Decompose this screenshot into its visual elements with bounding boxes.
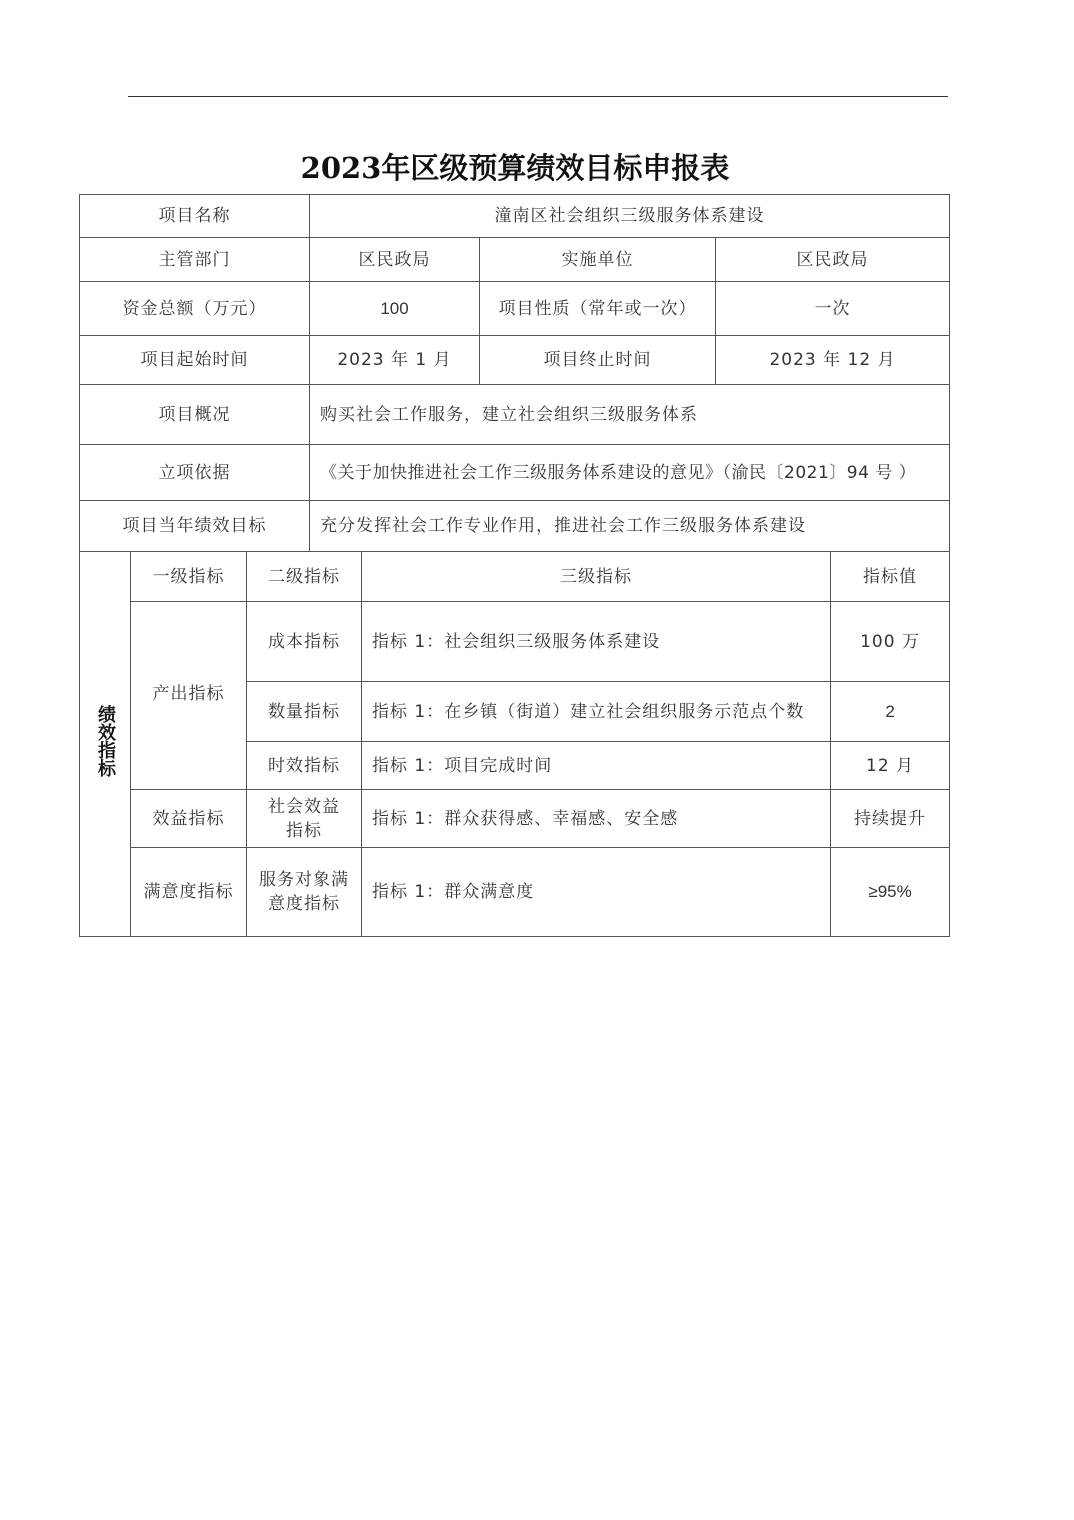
fund-label: 资金总额（万元） [80,282,310,336]
table-row [80,790,950,848]
end-value: 2023 年 12 月 [716,336,950,385]
end-label: 项目终止时间 [480,336,716,385]
unit-value: 区民政局 [716,238,950,282]
level2-cell [247,790,362,848]
header-level2: 二级指标 [247,552,362,602]
table-row [80,336,950,385]
level2-cell [247,848,362,937]
table-row [80,195,950,238]
budget-performance-table [79,194,950,937]
unit-label: 实施单位 [480,238,716,282]
section-label: 绩效指标 [95,704,116,777]
level2-cell: 成本指标 [247,602,362,682]
level3-cell: 指标 1：群众获得感、幸福感、安全感 [362,790,831,848]
basis-value: 《关于加快推进社会工作三级服务体系建设的意见》（渝民〔2021〕94 号 ） [310,445,950,501]
satisfaction-indicator-label: 满意度指标 [131,848,247,937]
value-cell: ≥95% [831,848,950,937]
goal-label: 项目当年绩效目标 [80,501,310,552]
dept-value: 区民政局 [310,238,480,282]
table-row [80,385,950,445]
table-row [80,848,950,937]
value-cell: 2 [831,682,950,742]
table-row [80,602,950,682]
performance-indicators-section [80,552,131,937]
benefit-indicator-label: 效益指标 [131,790,247,848]
table-row [80,501,950,552]
overview-value: 购买社会工作服务，建立社会组织三级服务体系 [310,385,950,445]
level3-cell: 指标 1：群众满意度 [362,848,831,937]
value-cell: 12 月 [831,742,950,790]
level3-cell: 指标 1：社会组织三级服务体系建设 [362,602,831,682]
dept-label: 主管部门 [80,238,310,282]
nature-value: 一次 [716,282,950,336]
level2-text: 服务对象满意度指标 [259,870,349,914]
level2-cell: 数量指标 [247,682,362,742]
fund-value: 100 [310,282,480,336]
level2-text: 社会效益指标 [268,796,340,841]
table-row [80,282,950,336]
header-value: 指标值 [831,552,950,602]
page-title: 2023年区级预算绩效目标申报表 [300,151,730,185]
project-name-label: 项目名称 [80,195,310,238]
output-indicator-label: 产出指标 [131,602,247,790]
table-row [80,445,950,501]
header-level1: 一级指标 [131,552,247,602]
overview-label: 项目概况 [80,385,310,445]
level3-cell: 指标 1：在乡镇（街道）建立社会组织服务示范点个数 [362,682,831,742]
table-row [80,238,950,282]
value-cell: 100 万 [831,602,950,682]
header-rule [128,96,948,97]
goal-value: 充分发挥社会工作专业作用，推进社会工作三级服务体系建设 [310,501,950,552]
level3-cell: 指标 1：项目完成时间 [362,742,831,790]
header-level3: 三级指标 [362,552,831,602]
start-label: 项目起始时间 [80,336,310,385]
nature-label: 项目性质（常年或一次） [480,282,716,336]
level2-cell: 时效指标 [247,742,362,790]
start-value: 2023 年 1 月 [310,336,480,385]
basis-label: 立项依据 [80,445,310,501]
table-row [80,552,950,602]
project-name-value: 潼南区社会组织三级服务体系建设 [310,195,950,238]
value-cell: 持续提升 [831,790,950,848]
